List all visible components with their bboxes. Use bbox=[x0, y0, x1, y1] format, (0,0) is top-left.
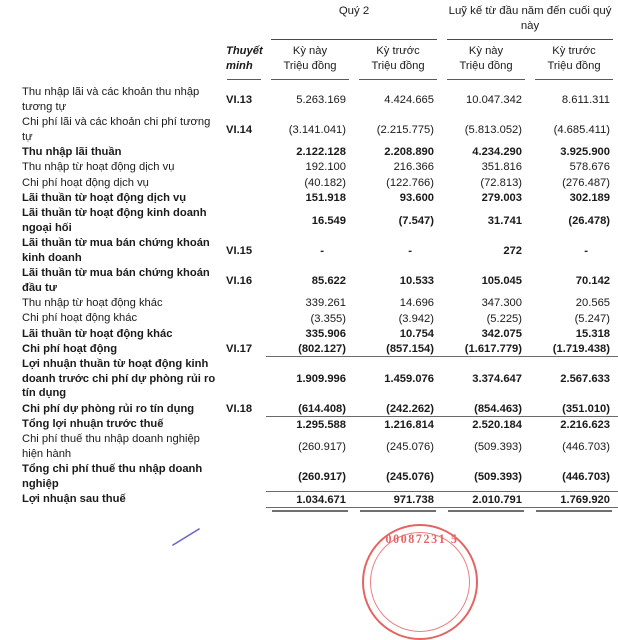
value-quarter-previous: 971.738 bbox=[354, 492, 442, 507]
value-ytd-previous: - bbox=[584, 244, 589, 257]
value-quarter-previous: (245.076) bbox=[354, 462, 442, 492]
value-ytd-current: (509.393) bbox=[442, 462, 530, 492]
value-quarter-current: - bbox=[320, 244, 324, 257]
group-title-row bbox=[0, 0, 618, 36]
table-row bbox=[0, 326, 618, 341]
row-label: Chi phí hoạt động dịch vụ bbox=[22, 176, 149, 189]
table-row bbox=[0, 236, 618, 266]
value-ytd-previous: 3.925.900 bbox=[560, 146, 611, 159]
table-row bbox=[0, 462, 618, 492]
group-rule-row bbox=[0, 36, 618, 43]
value-quarter-current: 16.549 bbox=[311, 214, 346, 227]
value-ytd-previous: (446.703) bbox=[530, 462, 618, 492]
colhead-ytd-previous bbox=[530, 43, 618, 76]
colhead-q-current-unit: Triệu đồng bbox=[283, 59, 337, 72]
value-quarter-current: (260.917) bbox=[298, 441, 346, 454]
value-ytd-current: 2.010.791 bbox=[442, 492, 530, 507]
row-note-reference: VI.13 bbox=[226, 93, 253, 106]
colhead-note-line1: Thuyết bbox=[226, 45, 263, 58]
value-quarter-current: 85.622 bbox=[311, 274, 346, 287]
table-row bbox=[0, 191, 618, 206]
colhead-ytd-previous-unit: Triệu đồng bbox=[547, 59, 601, 72]
value-quarter-current: 151.918 bbox=[305, 192, 346, 205]
pen-signature-mark bbox=[172, 528, 202, 546]
colhead-note-line2: minh bbox=[226, 60, 253, 73]
row-note-reference bbox=[222, 175, 266, 190]
value-ytd-previous: 1.769.920 bbox=[530, 492, 618, 507]
row-note-reference bbox=[222, 311, 266, 326]
value-quarter-current: (614.408) bbox=[266, 401, 354, 416]
colhead-note bbox=[222, 43, 266, 76]
value-ytd-previous: 578.676 bbox=[569, 161, 611, 174]
value-quarter-previous: 4.424.665 bbox=[384, 93, 435, 106]
group-title-cumulative: Luỹ kế từ đầu năm đến cuối quý này bbox=[448, 5, 612, 32]
row-note-reference bbox=[222, 417, 266, 432]
headrule-q-current bbox=[266, 76, 354, 85]
value-quarter-current: (40.182) bbox=[304, 176, 346, 189]
total-double-rule bbox=[360, 510, 436, 512]
value-ytd-current: 279.003 bbox=[481, 192, 523, 205]
value-ytd-previous: (1.719.438) bbox=[530, 342, 618, 357]
group-rule-quarter bbox=[266, 36, 442, 43]
row-label: Lợi nhuận thuần từ hoạt động kinh doanh trước chi phí dự phòng rủi ro tín dụng bbox=[22, 358, 216, 400]
row-label: Thu nhập từ hoạt động dịch vụ bbox=[22, 161, 175, 174]
table-row bbox=[0, 296, 618, 311]
value-ytd-current: (5.225) bbox=[486, 312, 523, 325]
colhead-q-previous bbox=[354, 43, 442, 76]
value-ytd-previous: 2.567.633 bbox=[560, 373, 611, 386]
table-header bbox=[0, 0, 618, 85]
value-quarter-current: (802.127) bbox=[266, 342, 354, 357]
total-double-rule bbox=[272, 510, 348, 512]
row-label: Lãi thuần từ hoạt động dịch vụ bbox=[22, 191, 187, 204]
table-row bbox=[0, 311, 618, 326]
value-ytd-previous: 2.216.623 bbox=[560, 418, 611, 431]
table-row bbox=[0, 175, 618, 190]
value-ytd-current: (72.813) bbox=[480, 176, 523, 189]
row-label: Lãi thuần từ mua bán chứng khoán kinh doanh bbox=[22, 237, 210, 264]
row-label: Thu nhập lãi và các khoản thu nhập tương tự bbox=[22, 86, 200, 113]
column-header-rule-row bbox=[0, 76, 618, 85]
value-quarter-current: 5.263.169 bbox=[296, 93, 346, 106]
value-quarter-previous: (242.262) bbox=[354, 401, 442, 416]
value-quarter-previous: 1.216.814 bbox=[384, 418, 435, 431]
row-note-reference bbox=[222, 144, 266, 159]
table-row bbox=[0, 432, 618, 462]
table-row bbox=[0, 266, 618, 296]
row-label: Chi phí hoạt động khác bbox=[22, 312, 138, 325]
total-double-rule bbox=[448, 510, 524, 512]
row-note-reference: VI.17 bbox=[226, 343, 253, 356]
value-quarter-previous: 93.600 bbox=[399, 192, 435, 205]
group-title-quarter: Quý 2 bbox=[338, 5, 370, 17]
value-ytd-previous: 70.142 bbox=[575, 274, 611, 287]
value-quarter-previous: - bbox=[408, 244, 413, 257]
value-quarter-current: 1.034.671 bbox=[266, 492, 354, 507]
value-ytd-previous: 15.318 bbox=[575, 327, 611, 340]
value-ytd-current: (509.393) bbox=[474, 441, 523, 454]
value-ytd-previous: (446.703) bbox=[562, 441, 611, 454]
value-ytd-current: 105.045 bbox=[481, 274, 523, 287]
value-quarter-previous: 10.533 bbox=[399, 274, 435, 287]
header-spacer-note bbox=[222, 0, 266, 36]
colhead-q-previous-unit: Triệu đồng bbox=[371, 59, 425, 72]
header-spacer-label bbox=[0, 0, 222, 36]
row-note-reference: VI.16 bbox=[226, 274, 253, 287]
headrule-ytd-previous bbox=[530, 76, 618, 85]
row-note-reference bbox=[222, 432, 266, 462]
value-ytd-current: 31.741 bbox=[487, 214, 523, 227]
value-ytd-previous: (26.478) bbox=[568, 214, 611, 227]
colhead-ytd-current-unit: Triệu đồng bbox=[459, 59, 513, 72]
value-ytd-previous: (351.010) bbox=[530, 401, 618, 416]
row-label: Chi phí hoạt động bbox=[22, 342, 118, 355]
total-double-rule bbox=[536, 510, 612, 512]
row-label: Chi phí lãi và các khoản chi phí tương tự bbox=[22, 115, 211, 143]
value-quarter-previous: (2.215.775) bbox=[376, 123, 435, 136]
colhead-ytd-current-period: Kỳ này bbox=[468, 44, 504, 57]
row-label: Lãi thuần từ hoạt động khác bbox=[22, 327, 173, 340]
row-label: Lợi nhuận sau thuế bbox=[22, 493, 126, 506]
row-note-reference bbox=[222, 462, 266, 492]
value-ytd-current: 347.300 bbox=[481, 297, 523, 310]
colhead-ytd-previous-period: Kỳ trước bbox=[552, 44, 596, 57]
value-quarter-previous: (3.942) bbox=[398, 312, 435, 325]
value-ytd-previous: 8.611.311 bbox=[561, 93, 611, 106]
value-ytd-current: (854.463) bbox=[442, 401, 530, 416]
value-ytd-current: (5.813.052) bbox=[464, 123, 523, 136]
row-label: Chi phí thuế thu nhập doanh nghiệp hiện hành bbox=[22, 433, 200, 461]
headrule-q-previous bbox=[354, 76, 442, 85]
group-rule-cumulative bbox=[442, 36, 618, 43]
row-note-reference bbox=[222, 160, 266, 175]
value-quarter-previous: (245.076) bbox=[386, 441, 435, 454]
colhead-ytd-current bbox=[442, 43, 530, 76]
row-label: Tổng chi phí thuế thu nhập doanh nghiệp bbox=[22, 463, 203, 490]
table-row bbox=[0, 357, 618, 401]
row-label: Thu nhập lãi thuần bbox=[22, 145, 122, 158]
colhead-q-previous-period: Kỳ trước bbox=[376, 44, 420, 57]
headrule-spacer-label bbox=[0, 76, 222, 85]
column-header-row bbox=[0, 43, 618, 76]
value-quarter-current: 335.906 bbox=[305, 327, 346, 340]
value-ytd-previous: (5.247) bbox=[574, 312, 611, 325]
colhead-spacer-label bbox=[0, 43, 222, 76]
value-quarter-current: 2.122.128 bbox=[296, 146, 346, 159]
table-row bbox=[0, 144, 618, 159]
row-note-reference bbox=[222, 191, 266, 206]
value-ytd-previous: 302.189 bbox=[569, 192, 611, 205]
value-ytd-current: 2.520.184 bbox=[472, 418, 523, 431]
value-quarter-previous: (857.154) bbox=[354, 342, 442, 357]
value-ytd-current: 4.234.290 bbox=[472, 146, 523, 159]
value-ytd-current: 351.816 bbox=[481, 161, 523, 174]
value-ytd-previous: (4.685.411) bbox=[553, 123, 611, 136]
table-row bbox=[0, 206, 618, 236]
row-note-reference bbox=[222, 296, 266, 311]
value-quarter-current: 1.295.588 bbox=[296, 418, 346, 431]
table-row bbox=[0, 115, 618, 145]
row-note-reference: VI.18 bbox=[226, 403, 253, 416]
value-quarter-current: 192.100 bbox=[305, 161, 346, 174]
value-ytd-current: 3.374.647 bbox=[472, 373, 523, 386]
value-quarter-previous: (122.766) bbox=[386, 176, 435, 189]
table-row bbox=[0, 160, 618, 175]
table-body bbox=[0, 85, 618, 508]
colhead-q-current-period: Kỳ này bbox=[292, 44, 328, 57]
row-label: Lãi thuần từ hoạt động kinh doanh ngoại hối bbox=[22, 207, 207, 234]
colhead-q-current bbox=[266, 43, 354, 76]
value-quarter-current: 1.909.996 bbox=[296, 373, 346, 386]
row-note-reference bbox=[222, 326, 266, 341]
row-note-reference: VI.15 bbox=[226, 244, 253, 257]
table-row bbox=[0, 492, 618, 507]
value-quarter-current: (3.355) bbox=[310, 312, 346, 325]
value-ytd-previous: 20.565 bbox=[575, 297, 611, 310]
seal-text: 00087231 5 bbox=[385, 531, 459, 547]
value-quarter-previous: (7.547) bbox=[398, 214, 435, 227]
value-ytd-current: 272 bbox=[503, 244, 523, 257]
table-row bbox=[0, 401, 618, 416]
table-row bbox=[0, 342, 618, 357]
company-seal-stamp bbox=[362, 524, 478, 640]
row-note-reference: VI.14 bbox=[226, 123, 253, 136]
value-ytd-current: 342.075 bbox=[481, 327, 523, 340]
rule-spacer-note bbox=[222, 36, 266, 43]
value-ytd-current: (1.617.779) bbox=[442, 342, 530, 357]
value-quarter-previous: 1.459.076 bbox=[384, 373, 435, 386]
table-row bbox=[0, 85, 618, 115]
value-ytd-previous: (276.487) bbox=[562, 176, 611, 189]
headrule-ytd-current bbox=[442, 76, 530, 85]
value-quarter-previous: 10.754 bbox=[399, 327, 435, 340]
row-note-reference bbox=[222, 492, 266, 507]
row-note-reference bbox=[222, 357, 266, 401]
value-ytd-current: 10.047.342 bbox=[466, 93, 523, 106]
row-note-reference bbox=[222, 206, 266, 236]
value-quarter-current: (260.917) bbox=[266, 462, 354, 492]
row-label: Chi phí dự phòng rủi ro tín dụng bbox=[22, 402, 195, 415]
value-quarter-current: 339.261 bbox=[305, 297, 346, 310]
rule-spacer-label bbox=[0, 36, 222, 43]
value-quarter-previous: 216.366 bbox=[393, 161, 435, 174]
value-quarter-current: (3.141.041) bbox=[288, 123, 346, 136]
value-quarter-previous: 14.696 bbox=[399, 297, 435, 310]
value-quarter-previous: 2.208.890 bbox=[384, 146, 435, 159]
row-label: Tổng lợi nhuận trước thuế bbox=[22, 418, 164, 431]
row-label: Thu nhập từ hoạt động khác bbox=[22, 296, 163, 309]
table-row bbox=[0, 417, 618, 432]
headrule-note bbox=[222, 76, 266, 85]
row-label: Lãi thuần từ mua bán chứng khoán đầu tư bbox=[22, 267, 210, 294]
